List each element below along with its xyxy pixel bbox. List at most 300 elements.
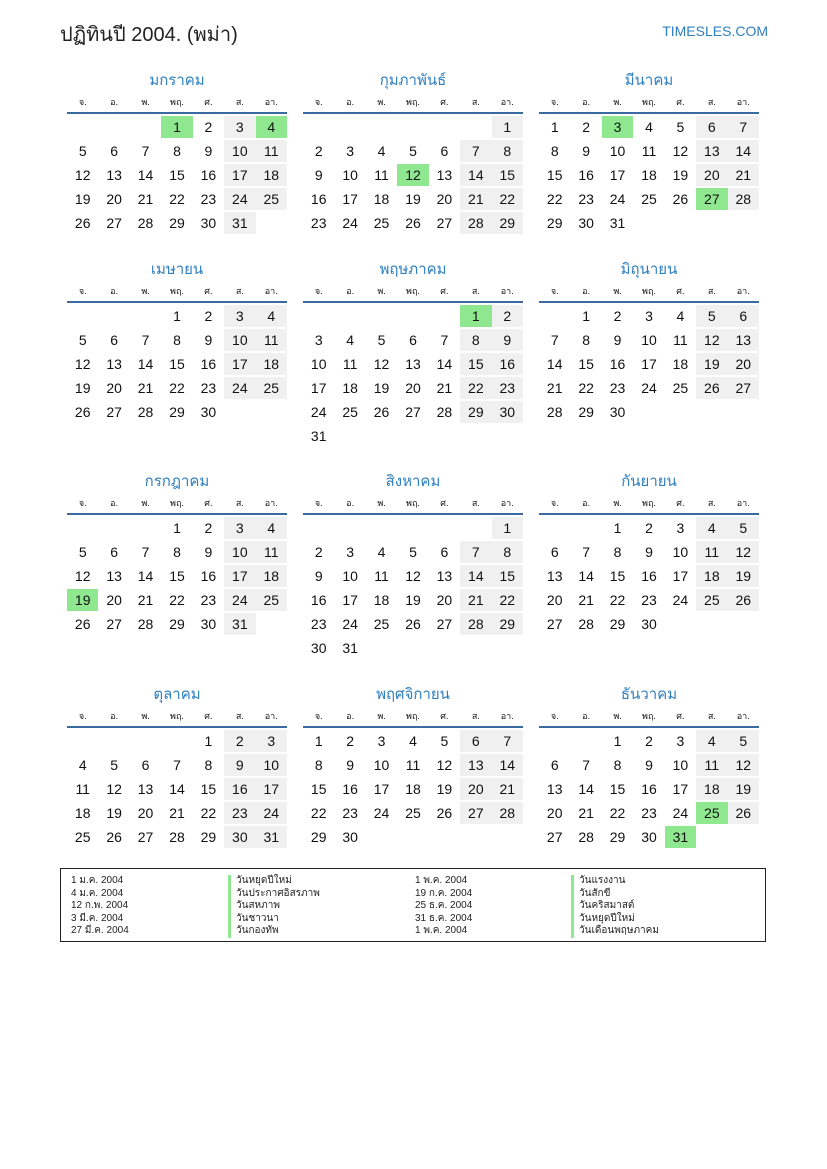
day-cell: 28 <box>460 613 491 635</box>
day-cell: 9 <box>582 143 591 159</box>
day-cell: 10 <box>256 754 287 776</box>
day-cell: 15 <box>609 781 626 797</box>
day-cell: 24 <box>342 616 358 632</box>
day-cell: 1 <box>613 733 622 749</box>
day-cell: 15 <box>492 565 523 587</box>
month-name: มีนาคม <box>624 72 674 89</box>
weekday-header <box>303 495 523 515</box>
day-cell: 18 <box>373 592 390 608</box>
day-cell: 28 <box>728 188 759 210</box>
legend-date: 12 ก.พ. 2004 <box>71 900 129 911</box>
day-cell: 13 <box>460 754 491 776</box>
day-cell: 20 <box>106 380 122 396</box>
day-cell: 1 <box>161 116 192 138</box>
day-cell: 30 <box>342 829 358 845</box>
day-cell: 3 <box>377 733 386 749</box>
legend-holiday-name: วันเดือนพฤษภาคม <box>571 925 659 938</box>
day-cell: 14 <box>137 356 154 372</box>
day-cell: 27 <box>106 404 122 420</box>
weekday-label: ส. <box>707 711 716 721</box>
empty-cell <box>366 517 397 539</box>
day-cell: 20 <box>696 164 727 186</box>
month-name: กุมภาพันธ์ <box>379 72 447 89</box>
day-cell: 25 <box>342 404 358 420</box>
month-block <box>539 257 759 425</box>
day-cell: 2 <box>204 308 213 324</box>
day-cell: 10 <box>224 140 255 162</box>
weekday-label: พฤ. <box>406 498 420 508</box>
day-cell: 13 <box>405 356 421 372</box>
day-cell: 5 <box>377 332 386 348</box>
day-cell: 24 <box>224 589 255 611</box>
day-cell: 3 <box>256 730 287 752</box>
day-cell: 27 <box>436 616 453 632</box>
day-cell: 18 <box>342 380 358 396</box>
day-cell: 18 <box>696 565 727 587</box>
day-cell: 13 <box>137 781 154 797</box>
weekday-label: ศ. <box>676 498 685 508</box>
day-cell: 26 <box>74 215 91 231</box>
day-cell: 3 <box>346 143 355 159</box>
month-block <box>67 68 287 236</box>
weekday-label: จ. <box>550 711 559 721</box>
weekday-label: จ. <box>314 711 323 721</box>
day-cell: 7 <box>582 544 591 560</box>
day-cell: 18 <box>256 565 287 587</box>
day-cell: 12 <box>696 329 727 351</box>
day-cell: 15 <box>310 781 327 797</box>
day-cell: 9 <box>224 754 255 776</box>
weekday-header <box>67 283 287 303</box>
day-cell: 11 <box>696 754 727 776</box>
day-cell: 10 <box>224 541 255 563</box>
day-cell: 26 <box>728 802 759 824</box>
weekday-header <box>67 708 287 728</box>
weekday-header <box>539 283 759 303</box>
day-grid <box>539 303 759 425</box>
day-cell: 19 <box>405 592 421 608</box>
day-cell: 28 <box>169 829 185 845</box>
day-cell: 13 <box>436 167 453 183</box>
day-cell: 14 <box>169 781 185 797</box>
legend-holiday-name: วันประกาศอิสรภาพ <box>228 888 320 901</box>
day-cell: 4 <box>377 143 386 159</box>
day-cell: 19 <box>672 167 689 183</box>
day-cell: 22 <box>460 377 491 399</box>
day-cell: 24 <box>310 404 327 420</box>
day-cell: 2 <box>314 143 323 159</box>
day-cell: 24 <box>373 805 390 821</box>
day-cell: 7 <box>141 143 150 159</box>
day-cell: 16 <box>200 356 217 372</box>
day-cell: 1 <box>582 308 591 324</box>
month-name: เมษายน <box>150 261 204 278</box>
day-cell: 5 <box>728 730 759 752</box>
day-cell: 5 <box>676 119 685 135</box>
day-cell: 27 <box>405 404 421 420</box>
day-cell: 2 <box>645 520 653 536</box>
day-cell: 25 <box>373 215 390 231</box>
day-cell: 15 <box>460 353 491 375</box>
day-cell: 10 <box>641 332 657 348</box>
weekday-label: ศ. <box>676 711 685 721</box>
day-cell: 31 <box>665 826 696 848</box>
day-cell: 1 <box>460 305 491 327</box>
day-cell: 12 <box>405 568 421 584</box>
day-cell: 16 <box>492 353 523 375</box>
weekday-label: ศ. <box>204 286 213 296</box>
empty-cell <box>429 305 460 327</box>
month-block <box>303 682 523 850</box>
weekday-header <box>303 94 523 114</box>
weekday-label: พฤ. <box>170 286 184 296</box>
day-cell: 17 <box>224 164 255 186</box>
day-cell: 16 <box>224 778 255 800</box>
day-cell: 7 <box>141 332 150 348</box>
day-cell: 12 <box>397 164 428 186</box>
empty-cell <box>460 517 491 539</box>
day-cell: 2 <box>346 733 355 749</box>
day-cell: 9 <box>645 757 653 773</box>
weekday-label: อา. <box>264 711 278 721</box>
day-cell: 21 <box>137 592 154 608</box>
day-cell: 11 <box>342 356 358 372</box>
empty-cell <box>67 116 98 138</box>
weekday-label: ส. <box>235 97 244 107</box>
day-cell: 14 <box>460 164 491 186</box>
day-cell: 19 <box>696 353 727 375</box>
day-cell: 27 <box>728 377 759 399</box>
day-cell: 29 <box>169 616 185 632</box>
empty-cell <box>98 730 129 752</box>
day-cell: 30 <box>609 404 626 420</box>
day-cell: 1 <box>492 116 523 138</box>
day-cell: 22 <box>492 188 523 210</box>
month-name: มิถุนายน <box>620 261 678 278</box>
day-cell: 24 <box>256 802 287 824</box>
day-cell: 11 <box>405 757 421 773</box>
day-cell: 20 <box>405 380 421 396</box>
weekday-label: พฤ. <box>406 97 420 107</box>
month-name: ธันวาคม <box>620 686 678 703</box>
day-cell: 5 <box>78 143 87 159</box>
weekday-label: พ. <box>377 711 386 721</box>
empty-cell <box>334 305 365 327</box>
day-cell: 30 <box>224 826 255 848</box>
day-cell: 23 <box>492 377 523 399</box>
weekday-label: อ. <box>110 286 119 296</box>
day-cell: 8 <box>173 143 181 159</box>
day-cell: 16 <box>200 568 217 584</box>
day-cell: 4 <box>256 305 287 327</box>
empty-cell <box>303 517 334 539</box>
day-cell: 6 <box>409 332 417 348</box>
day-grid <box>303 515 523 661</box>
empty-cell <box>570 517 601 539</box>
empty-cell <box>366 116 397 138</box>
day-cell: 15 <box>546 167 563 183</box>
month-block <box>303 257 523 449</box>
day-cell: 18 <box>256 353 287 375</box>
empty-cell <box>98 305 129 327</box>
empty-cell <box>397 517 428 539</box>
day-cell: 23 <box>342 805 358 821</box>
day-cell: 24 <box>609 191 626 207</box>
day-cell: 9 <box>314 167 323 183</box>
day-cell: 23 <box>224 802 255 824</box>
day-cell: 13 <box>106 167 122 183</box>
day-cell: 4 <box>696 730 727 752</box>
empty-cell <box>397 116 428 138</box>
day-cell: 14 <box>578 568 594 584</box>
month-block <box>539 682 759 850</box>
day-cell: 6 <box>110 143 119 159</box>
day-cell: 4 <box>256 116 287 138</box>
day-cell: 22 <box>609 805 626 821</box>
day-cell: 27 <box>546 829 563 845</box>
day-cell: 6 <box>440 544 449 560</box>
day-cell: 25 <box>74 829 91 845</box>
day-cell: 11 <box>256 140 287 162</box>
day-cell: 20 <box>460 778 491 800</box>
day-cell: 17 <box>672 568 689 584</box>
month-name: กรกฎาคม <box>144 473 210 490</box>
weekday-label: จ. <box>550 498 559 508</box>
day-cell: 23 <box>641 592 657 608</box>
empty-cell <box>130 116 161 138</box>
day-cell: 12 <box>436 757 453 773</box>
day-cell: 19 <box>728 565 759 587</box>
day-cell: 23 <box>200 592 217 608</box>
day-cell: 5 <box>110 757 119 773</box>
day-cell: 22 <box>200 805 217 821</box>
weekday-label: พฤ. <box>170 498 184 508</box>
day-cell: 8 <box>492 541 523 563</box>
day-cell: 28 <box>578 616 594 632</box>
day-cell: 25 <box>696 802 727 824</box>
day-cell: 20 <box>137 805 154 821</box>
day-cell: 23 <box>578 191 594 207</box>
empty-cell <box>67 305 98 327</box>
day-cell: 5 <box>409 544 417 560</box>
day-cell: 21 <box>546 380 563 396</box>
weekday-label: พ. <box>613 97 622 107</box>
day-grid <box>67 303 287 425</box>
day-grid <box>67 515 287 637</box>
day-cell: 9 <box>346 757 355 773</box>
day-cell: 17 <box>342 592 358 608</box>
day-cell: 11 <box>374 568 389 584</box>
day-cell: 1 <box>492 517 523 539</box>
empty-cell <box>570 730 601 752</box>
weekday-label: ศ. <box>676 286 685 296</box>
month-block <box>539 469 759 637</box>
day-cell: 1 <box>204 733 213 749</box>
weekday-label: อ. <box>110 97 119 107</box>
weekday-header <box>303 283 523 303</box>
day-cell: 26 <box>405 215 421 231</box>
day-cell: 14 <box>492 754 523 776</box>
day-cell: 11 <box>75 781 90 797</box>
empty-cell <box>397 305 428 327</box>
day-cell: 5 <box>409 143 417 159</box>
day-cell: 9 <box>314 568 323 584</box>
legend-date: 3 มี.ค. 2004 <box>71 912 124 924</box>
day-cell: 15 <box>609 568 626 584</box>
empty-cell <box>429 116 460 138</box>
day-cell: 18 <box>672 356 689 372</box>
day-cell: 29 <box>609 616 626 632</box>
day-cell: 29 <box>546 215 563 231</box>
day-cell: 24 <box>224 188 255 210</box>
weekday-header <box>303 708 523 728</box>
day-cell: 24 <box>342 215 358 231</box>
day-grid <box>67 114 287 236</box>
day-cell: 7 <box>141 544 150 560</box>
day-grid <box>539 515 759 637</box>
weekday-label: อา. <box>736 498 750 508</box>
day-cell: 16 <box>310 191 327 207</box>
day-cell: 1 <box>550 119 559 135</box>
day-cell: 6 <box>440 143 449 159</box>
day-cell: 31 <box>310 428 327 444</box>
day-cell: 18 <box>641 167 657 183</box>
weekday-label: อ. <box>346 711 355 721</box>
day-cell: 14 <box>578 781 594 797</box>
day-cell: 15 <box>169 568 185 584</box>
day-cell: 11 <box>673 332 688 348</box>
day-cell: 10 <box>310 356 327 372</box>
weekday-label: ศ. <box>204 97 213 107</box>
day-cell: 5 <box>696 305 727 327</box>
day-cell: 27 <box>106 616 122 632</box>
day-cell: 15 <box>578 356 594 372</box>
weekday-label: ส. <box>235 711 244 721</box>
day-cell: 23 <box>310 616 327 632</box>
day-cell: 15 <box>169 356 185 372</box>
day-cell: 29 <box>578 404 594 420</box>
day-cell: 13 <box>106 356 122 372</box>
day-cell: 14 <box>460 565 491 587</box>
day-cell: 2 <box>613 308 622 324</box>
weekday-label: ศ. <box>204 711 213 721</box>
weekday-label: จ. <box>550 97 559 107</box>
day-cell: 8 <box>492 140 523 162</box>
weekday-label: พ. <box>141 97 150 107</box>
weekday-label: พ. <box>613 286 622 296</box>
weekday-label: พ. <box>613 711 622 721</box>
day-cell: 29 <box>169 404 185 420</box>
empty-cell <box>303 116 334 138</box>
day-cell: 24 <box>641 380 657 396</box>
legend-holiday-name: วันสักขี <box>571 888 659 901</box>
day-cell: 14 <box>728 140 759 162</box>
day-cell: 29 <box>609 829 626 845</box>
legend-date: 19 ก.ค. 2004 <box>415 887 473 899</box>
empty-cell <box>539 517 570 539</box>
day-cell: 30 <box>200 404 217 420</box>
weekday-label: ศ. <box>440 97 449 107</box>
day-cell: 29 <box>492 613 523 635</box>
weekday-header <box>67 495 287 515</box>
legend-dates-col-2 <box>415 875 472 938</box>
day-cell: 10 <box>609 143 626 159</box>
day-cell: 24 <box>672 592 689 608</box>
empty-cell <box>303 305 334 327</box>
day-cell: 5 <box>728 517 759 539</box>
weekday-label: ส. <box>235 498 244 508</box>
empty-cell <box>130 730 161 752</box>
weekday-label: พฤ. <box>170 711 184 721</box>
day-cell: 4 <box>78 757 87 773</box>
weekday-label: ศ. <box>440 286 449 296</box>
empty-cell <box>334 517 365 539</box>
day-cell: 18 <box>696 778 727 800</box>
weekday-label: อา. <box>736 711 750 721</box>
day-cell: 8 <box>173 332 181 348</box>
day-cell: 1 <box>173 520 181 536</box>
day-cell: 16 <box>578 167 594 183</box>
day-cell: 22 <box>578 380 594 396</box>
legend-holiday-name: วันชาวนา <box>228 913 320 926</box>
day-cell: 29 <box>169 215 185 231</box>
day-cell: 29 <box>200 829 217 845</box>
day-cell: 8 <box>460 329 491 351</box>
weekday-label: ส. <box>471 498 480 508</box>
day-cell: 14 <box>137 568 154 584</box>
day-cell: 23 <box>310 215 327 231</box>
month-name: กันยายน <box>621 473 677 490</box>
site-link[interactable]: TIMESLES.COM <box>662 23 768 39</box>
day-cell: 11 <box>374 167 389 183</box>
day-cell: 5 <box>78 332 87 348</box>
day-cell: 25 <box>641 191 657 207</box>
day-cell: 29 <box>310 829 327 845</box>
day-cell: 25 <box>405 805 421 821</box>
day-cell: 17 <box>310 380 327 396</box>
day-cell: 19 <box>405 191 421 207</box>
day-cell: 21 <box>460 589 491 611</box>
day-cell: 1 <box>314 733 323 749</box>
day-cell: 16 <box>609 356 626 372</box>
day-cell: 10 <box>224 329 255 351</box>
month-block <box>67 257 287 425</box>
weekday-label: อ. <box>582 97 591 107</box>
day-cell: 6 <box>696 116 727 138</box>
day-cell: 16 <box>200 167 217 183</box>
day-cell: 6 <box>460 730 491 752</box>
day-cell: 19 <box>74 191 91 207</box>
day-cell: 27 <box>546 616 563 632</box>
month-name: มกราคม <box>149 72 205 89</box>
day-cell: 22 <box>609 592 626 608</box>
legend-holiday-name: วันกองทัพ <box>228 925 320 938</box>
day-cell: 22 <box>310 805 327 821</box>
day-cell: 26 <box>728 589 759 611</box>
legend-date: 1 พ.ค. 2004 <box>415 925 468 936</box>
day-cell: 11 <box>696 541 727 563</box>
legend-dates-col-1 <box>71 875 129 938</box>
weekday-label: พ. <box>141 498 150 508</box>
day-cell: 31 <box>224 613 255 635</box>
day-cell: 21 <box>578 592 594 608</box>
day-cell: 25 <box>672 380 689 396</box>
weekday-label: อ. <box>346 286 355 296</box>
day-cell: 16 <box>641 781 657 797</box>
day-cell: 17 <box>256 778 287 800</box>
day-cell: 8 <box>314 757 323 773</box>
day-cell: 28 <box>546 404 563 420</box>
